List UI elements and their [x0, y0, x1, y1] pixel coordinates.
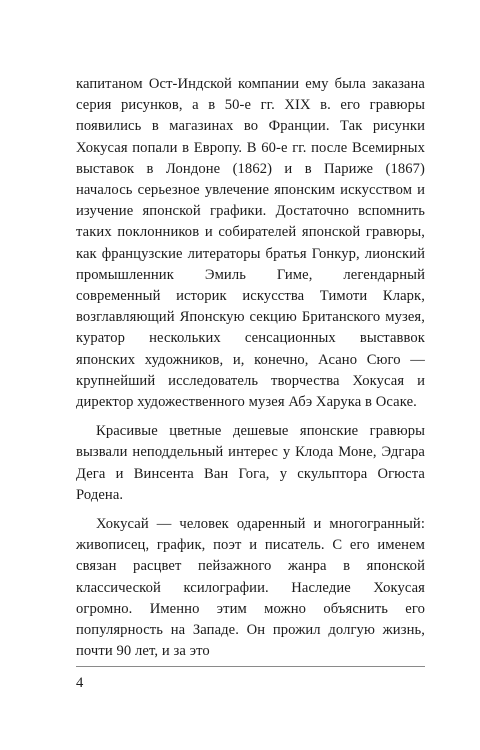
paragraph-hokusai: Хокусай — человек одаренный и многогранный: живописец, график, поэт и писатель. С его именем связан расцвет пейзажного жанра в японской классической ксилографии. Наследие Хокусая огромно. Именно этим можно объяснить его популярность на Западе. Он прожил долгую жизнь, почти 90 лет, и за это: [76, 516, 425, 660]
page-number: 4: [76, 675, 84, 691]
footer-divider: [76, 666, 425, 667]
paragraph-continued: капитаном Ост-Индской компании ему была заказана серия рисунков, а в 50-е гг. XIX в. его гравюры появились в магазинах во Франции. Так рисунки Хокусая попали в Европу. В 60-е гг. после Всемирных выставок в Лондоне (1862) и в Париже (1867) началось серьезное увлечение японским искусством и изучение японской графики. Достаточно вспомнить таких поклонников и собирателей японской гравюры, как французские литераторы братья Гонкур, лионский промышленник Эмиль Гиме, легендарный современный историк искусства Тимоти Кларк, возглавляющий Японскую секцию Британского музея, куратор нескольких сенсационных выставвок японских художников, и, конечно, Асано Сюго — крупнейший исследователь творчества Хокусая и директор художественного музея Абэ Харука в Осаке.: [76, 76, 425, 411]
page-body: [76, 74, 425, 670]
paragraph-admirers: Красивые цветные дешевые японские гравюры вызвали неподдельный интерес у Клода Моне, Эдгара Дега и Винсента Ван Гога, у скульптора Огюста Родена.: [76, 423, 425, 503]
